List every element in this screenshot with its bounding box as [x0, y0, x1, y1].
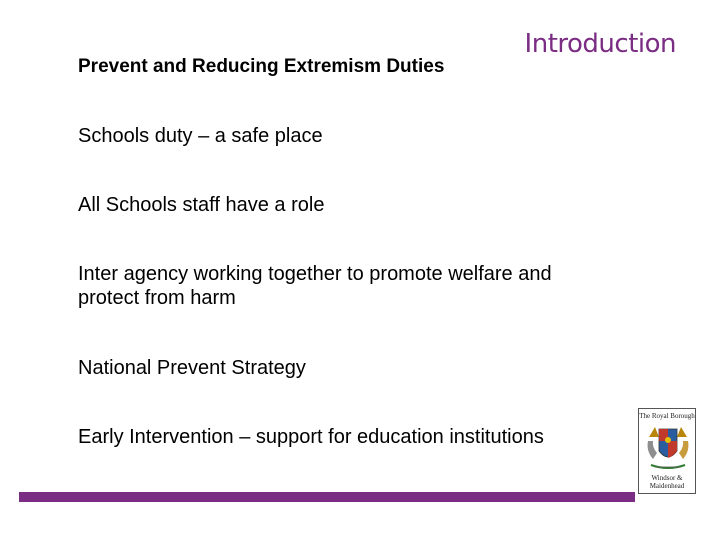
crest-icon — [645, 423, 691, 473]
logo-bottom-line1: Windsor & — [651, 474, 683, 482]
bullet-item: National Prevent Strategy — [78, 357, 306, 379]
bullet-item: All Schools staff have a role — [78, 194, 325, 216]
logo-top-text: The Royal Borough — [639, 412, 695, 420]
slide-title: Introduction — [524, 29, 676, 59]
bullet-item: Schools duty – a safe place — [78, 125, 323, 147]
bullet-item: Early Intervention – support for education institutions — [78, 426, 544, 448]
bullet-list — [78, 124, 598, 494]
logo-bottom-line2: Maidenhead — [649, 482, 685, 490]
slide-subtitle: Prevent and Reducing Extremism Duties — [78, 56, 445, 77]
logo-bottom-text — [639, 474, 695, 490]
council-logo — [638, 408, 696, 494]
bullet-item: Inter agency working together to promote welfare and protect from harm — [78, 263, 552, 309]
bottom-accent-bar — [19, 492, 635, 502]
